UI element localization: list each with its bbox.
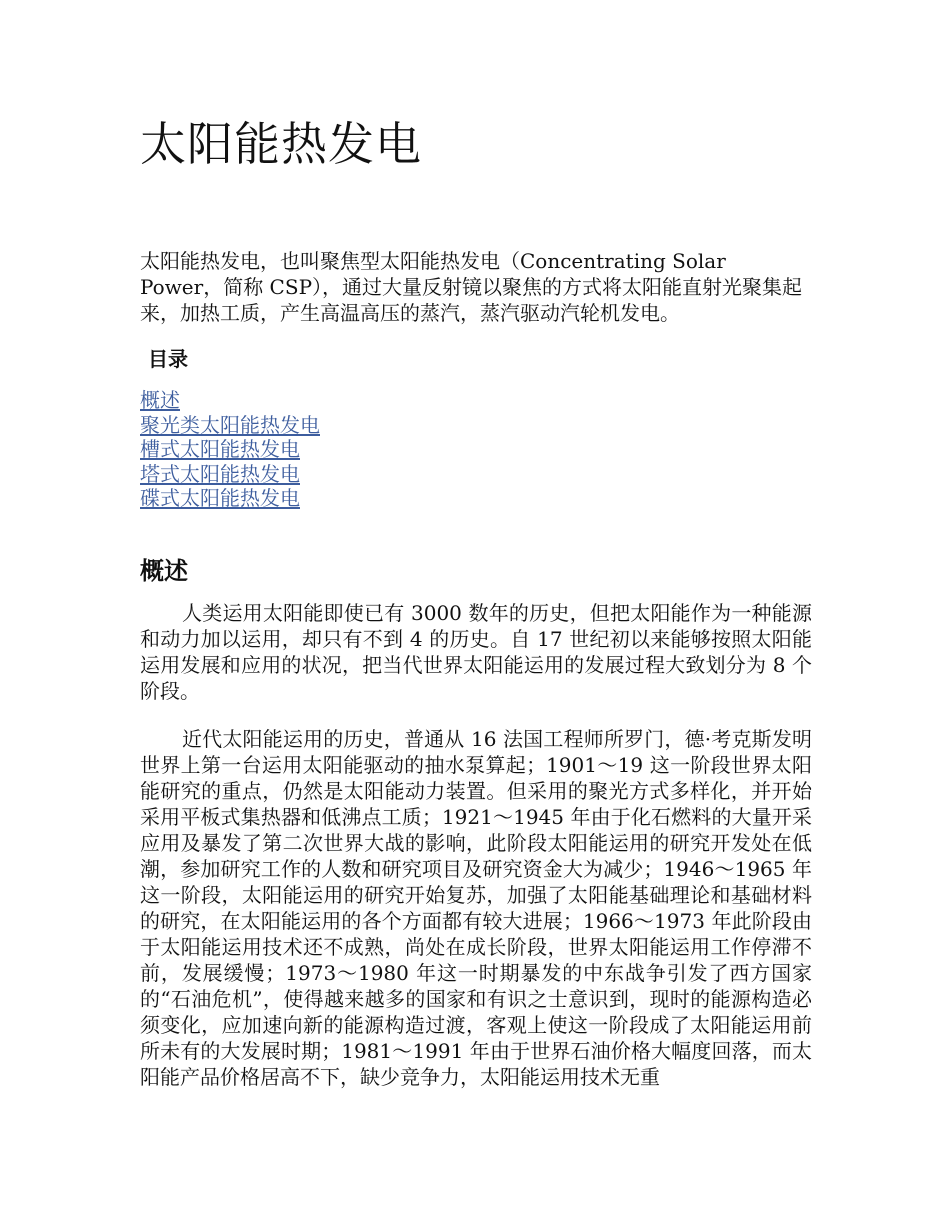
toc-link-dish[interactable]: 碟式太阳能热发电 <box>140 486 300 510</box>
toc-link-concentrating[interactable]: 聚光类太阳能热发电 <box>140 412 320 437</box>
page-title: 太阳能热发电 <box>140 117 422 171</box>
toc-item <box>140 388 320 413</box>
toc-item <box>140 486 320 511</box>
body-paragraph: 人类运用太阳能即使已有 3000 数年的历史，但把太阳能作为一种能源和动力加以运用，却只有不到 4 的历史。自 17 世纪初以来能够按照太阳能运用发展和应用的状况，把当代世界太阳能运用的发展过程大致划分为 8 个阶段。 <box>140 601 812 703</box>
body-paragraph: 近代太阳能运用的历史，普通从 16 法国工程师所罗门，德·考克斯发明世界上第一台运用太阳能驱动的抽水泵算起；1901～19 这一阶段世界太阳能研究的重点，仍然是太阳能动力装置。但采用的聚光方式多样化，并开始采用平板式集热器和低沸点工质；1921～1945 年由于化石燃料的大量开采应用及暴发了第二次世界大战的影响，此阶段太阳能运用的研究开发处在低潮，参加研究工作的人数和研究项目及研究资金大为减少；1946～1965 年这一阶段，太阳能运用的研究开始复苏，加强了太阳能基础理论和基础材料的研究，在太阳能运用的各个方面都有较大进展；1966～1973 年此阶段由于太阳能运用技术还不成熟，尚处在成长阶段，世界太阳能运用工作停滞不前，发展缓慢；1973～1980 年这一时期暴发的中东战争引发了西方国家的“石油危机”，使得越来越多的国家和有识之士意识到，现时的能源构造必须变化，应加速向新的能源构造过渡，客观上使这一阶段成了太阳能运用前所未有的大发展时期；1981～1991 年由于世界石油价格大幅度回落，而太阳能产品价格居高不下，缺少竞争力，太阳能运用技术无重 <box>140 727 812 1089</box>
table-of-contents <box>140 388 320 511</box>
intro-paragraph: 太阳能热发电，也叫聚焦型太阳能热发电（Concentrating Solar Power，简称 CSP），通过大量反射镜以聚焦的方式将太阳能直射光聚集起来，加热工质，产生高温高压的蒸汽，蒸汽驱动汽轮机发电。 <box>140 249 803 325</box>
toc-link-overview[interactable]: 概述 <box>140 388 180 412</box>
toc-item <box>140 462 320 487</box>
toc-link-tower[interactable]: 塔式太阳能热发电 <box>140 461 300 486</box>
toc-item <box>140 413 320 438</box>
section-heading-overview: 概述 <box>140 557 188 585</box>
toc-link-trough[interactable]: 槽式太阳能热发电 <box>140 437 300 461</box>
toc-item <box>140 437 320 462</box>
toc-heading: 目录 <box>148 347 188 371</box>
